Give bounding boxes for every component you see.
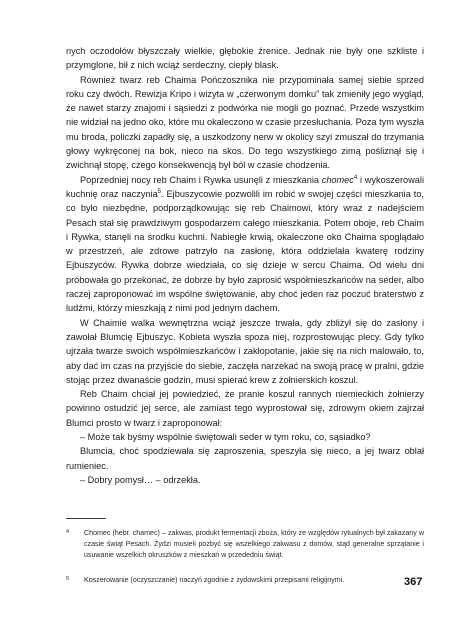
- page-number: 367: [404, 576, 423, 588]
- text-run: Reb Chaim chciał jej powiedzieć, że pranie koszul rannych niemieckich żołnierzy powinno ostudzić jej serce, ale zamiast tego wyprostował się, zdrowym okiem zajrzał Blumci prosto w twarz i zaproponował:: [66, 389, 424, 428]
- footnote: [66, 528, 424, 562]
- text-run: W Chaimie walka wewnętrzna wciąż jeszcze trwała, gdy zbliżył się do zasłony i zawołał Blumcię Ejbuszyc. Kobieta wyszła spoza niej, rozprostowując plecy. Gdy tylko ujrzała twarze swoich współmieszkańców i zakłopotanie, jakie się na nich malowało, to, aby dać im czas na przyjście do siebie, zaczęła narzekać na swoją pracę w pralni, gdzie stojąc przez dwanaście godzin, musi spierać krew z żołnierskich koszul.: [66, 317, 424, 385]
- paragraph: [66, 430, 424, 444]
- paragraph: [66, 473, 424, 487]
- footnote-separator: [66, 518, 106, 519]
- italic-term: chomec: [321, 174, 354, 185]
- text-run: Poprzedniej nocy reb Chaim i Rywka usunęli z mieszkania: [80, 174, 322, 185]
- footnote-ref: 4: [353, 174, 358, 181]
- paragraph: [66, 44, 424, 73]
- text-run: – Dobry pomysł… – odrzekła.: [80, 474, 201, 485]
- footnote-text: Chomec (hebr. chamec) – zakwas, produkt fermentacji zboża, który ze względów rytualnych był zakazany w czasie świąt Pesach. Żydzi musieli pozbyć się wszelkiego zakwasu z domów, stąd generalne sprzątanie i usuwanie wszelkich okruszków z mieszkań w przededniu świąt.: [84, 529, 424, 560]
- footnote-number: 5: [66, 575, 70, 582]
- footnote-number: 4: [66, 529, 70, 535]
- paragraph: [66, 316, 424, 387]
- footnote-ref: 5: [157, 188, 162, 195]
- text-run: . Ejbuszycowie pozwolili im robić w swojej części mieszkania to, co było niezbędne, podporządkowując się reb Chaimowi, który wraz z nadejściem Pesach stał się prawdziwym gospodarzem całego mieszkania. Potem oboje, reb Chaim i Rywka, stanęli na środku kuchni. Nabiegłe krwią, okaleczone oko Chaima spoglądało w przestrzeń, ale zdrowe patrzyło na zasłonę, która oddzielała kwaterę rodziny Ejbuszyców. Rywka dobrze wiedziała, co się dzieje w sercu Chaima. Od wielu dni próbowała go przekonać, że dobrze by było zaprosić współmieszkańców na seder, albo raczej zaproponować im wspólne świętowanie, aby choć jeden raz poczuć braterstwo z ludźmi, którzy mieszkają z nimi pod jednym dachem.: [66, 188, 424, 314]
- text-run: Blumcia, choć spodziewała się zaproszenia, speszyła się nieco, a jej twarz oblał rumieniec.: [66, 446, 424, 471]
- footnotes: [66, 528, 424, 599]
- text-run: nych oczodołów błyszczały wielkie, głębokie źrenice. Jednak nie były one szkliste i przymglone, bił z nich wciąż serdeczny, ciepły blask.: [66, 46, 424, 71]
- text-run: Również twarz reb Chaima Pończosznika nie przypominała samej siebie sprzed roku czy dwóch. Rewizja Kripo i wizyta w „czerwonym domku” tak zmieniły jego wygląd, że nawet starzy znajomi i sąsiedzi z podwórka nie mogli go poznać. Przede wszystkim nie widział na jedno oko, które mu okaleczono w czasie przesłuchania. Poza tym wyszła mu broda, policzki zapadły się, a uszkodzony nerw w okolicy szyi zmuszał do trzymania głowy wykręconej na bok, nieco na skos. Do tego wszystkiego zimą pośliznął się i zwichnął stopę, czego konsekwencją był ból w czasie chodzenia.: [66, 74, 424, 171]
- paragraph: [66, 73, 424, 173]
- text-run: – Może tak byśmy wspólnie świętowali seder w tym roku, co, sąsiadko?: [80, 432, 371, 443]
- paragraph: [66, 173, 424, 316]
- main-text: [66, 44, 424, 487]
- paragraph: [66, 387, 424, 430]
- text-run: i wykoszerowali kuchnię oraz naczynia: [66, 174, 424, 199]
- paragraph: [66, 444, 424, 473]
- footnote: [66, 575, 424, 586]
- footnote-text: Koszerowanie (oczyszczanie) naczyń zgodnie z żydowskimi przepisami religijnymi.: [84, 575, 345, 584]
